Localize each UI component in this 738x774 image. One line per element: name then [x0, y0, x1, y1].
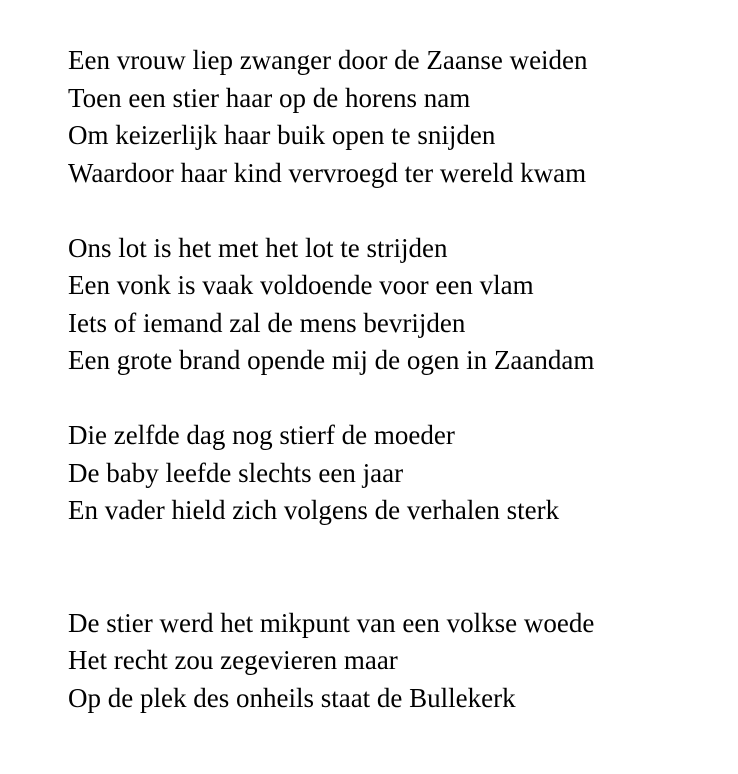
poem-line: Ons lot is het met het lot te strijden	[68, 232, 448, 263]
poem	[68, 42, 728, 717]
poem-line: En vader hield zich volgens de verhalen sterk	[68, 495, 560, 525]
poem-line: Op de plek des onheils staat de Bullekerk	[68, 682, 516, 713]
stanza-2	[68, 230, 728, 380]
poem-line: De baby leefde slechts een jaar	[68, 457, 404, 488]
poem-line: Die zelfde dag nog stierf de moeder	[68, 420, 455, 450]
poem-line: Een grote brand opende mij de ogen in Zaandam	[68, 345, 595, 375]
stanza-1	[68, 42, 728, 192]
stanza-4	[68, 605, 728, 718]
poem-line: Toen een stier haar op de horens nam	[68, 82, 471, 113]
poem-line: Een vonk is vaak voldoende voor een vlam	[68, 270, 534, 300]
poem-line: De stier werd het mikpunt van een volkse woede	[68, 607, 595, 638]
poem-line: Waardoor haar kind vervroegd ter wereld kwam	[68, 157, 587, 188]
stanza-3	[68, 417, 728, 530]
poem-line: Het recht zou zegevieren maar	[68, 645, 398, 675]
poem-line: Iets of iemand zal de mens bevrijden	[68, 307, 466, 338]
poem-line: Een vrouw liep zwanger door de Zaanse weiden	[68, 45, 588, 75]
poem-line: Om keizerlijk haar buik open te snijden	[68, 120, 496, 150]
